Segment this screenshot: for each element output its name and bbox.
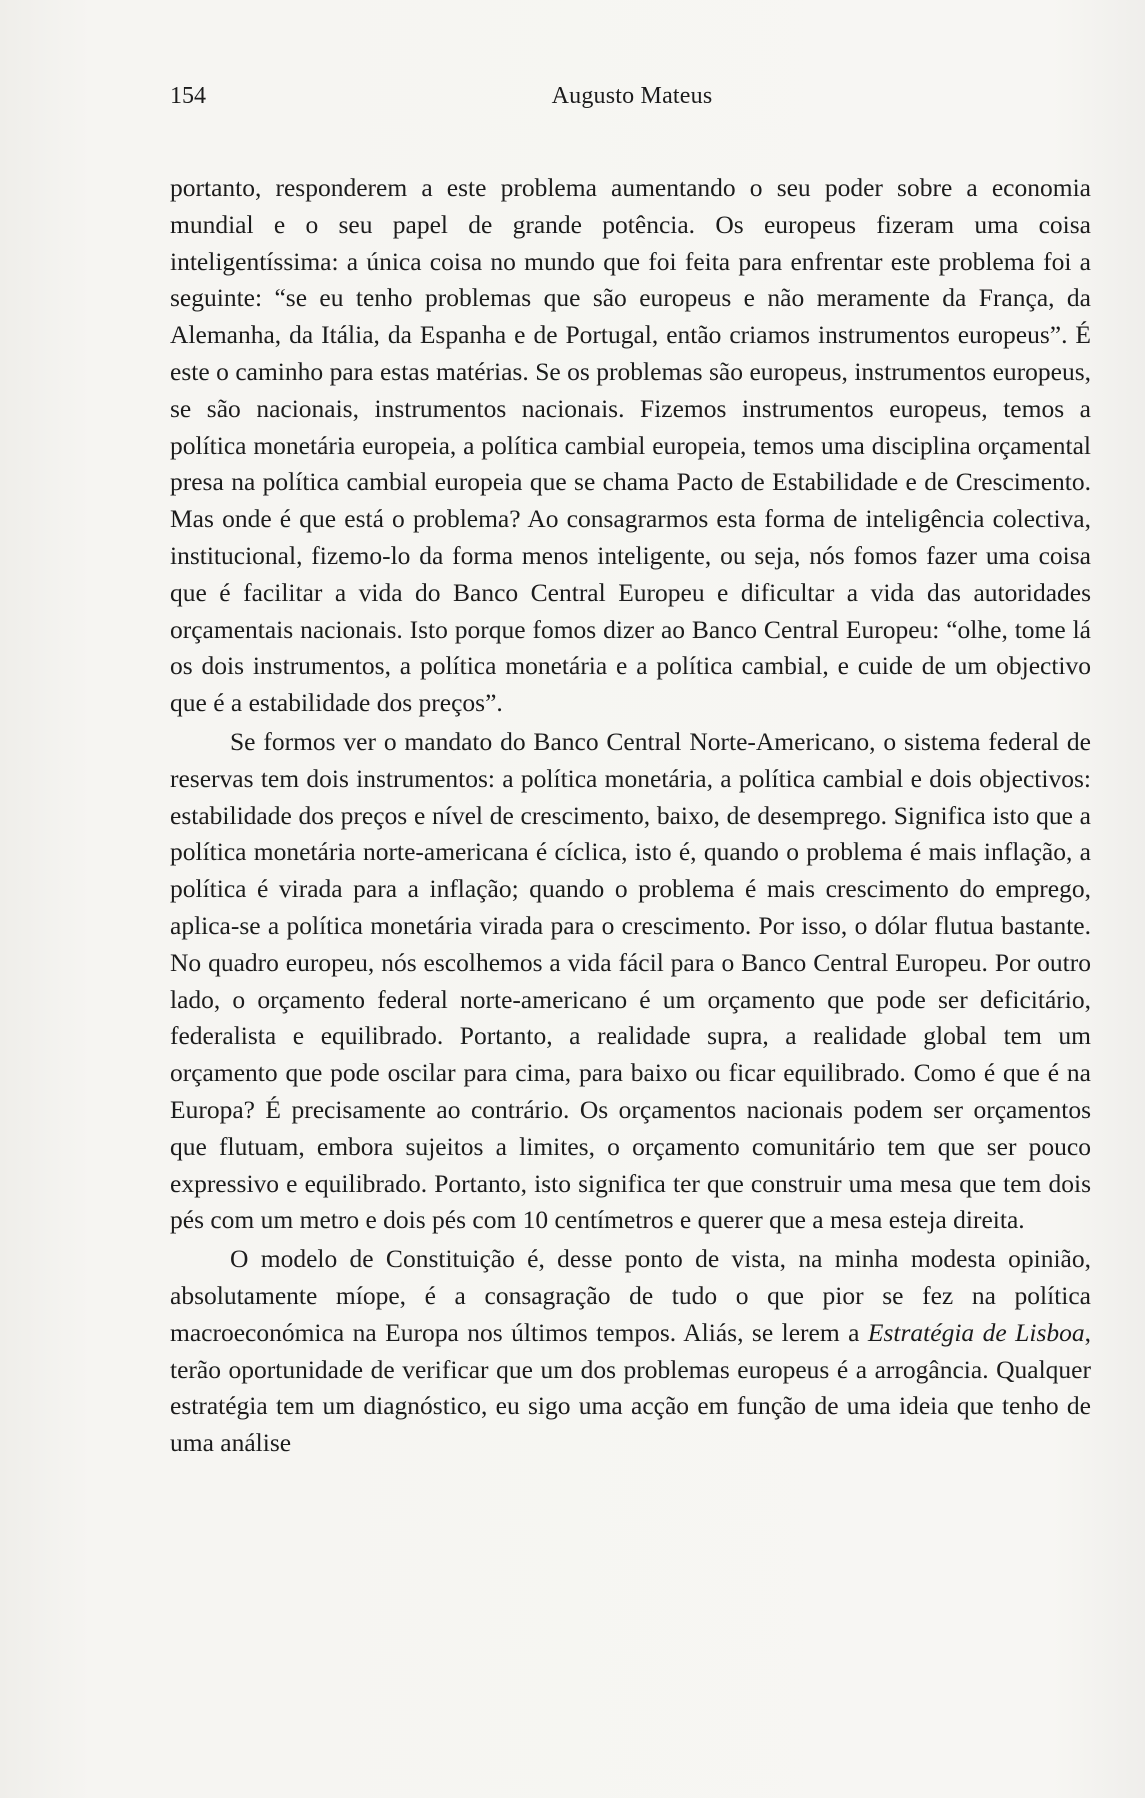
paragraph-2-text: Se formos ver o mandato do Banco Central Norte-Americano, o sistema federal de reservas tem dois instrumentos: a política monetária, a política cambial e dois objectivos: estabilidade dos preços e nível de crescimento, baixo, de desemprego. Significa isto que a política monetária norte-americana é cíclica, isto é, quando o problema é mais inflação, a política é virada para a inflação; quando o problema é mais crescimento do emprego, aplica-se a política monetária virada para o crescimento. Por isso, o dólar flutua bastante. No quadro europeu, nós escolhemos a vida fácil para o Banco Central Europeu. Por outro lado, o orçamento federal norte-americano é um orçamento que pode ser deficitário, federalista e equilibrado. Portanto, a realidade supra, a realidade global tem um orçamento que pode oscilar para cima, para baixo ou ficar equilibrado. Como é que é na Europa? É precisamente ao contrário. Os orçamentos nacionais podem ser orçamentos que flutuam, embora sujeitos a limites, o orçamento comunitário tem que ser pouco expressivo e equilibrado. Portanto, isto significa ter que construir uma mesa que tem dois pés com um metro e dois pés com 10 centímetros e querer que a mesa esteja direita. [170,726,1091,1235]
page-number: 154 [170,83,206,109]
paragraph-2 [170,724,1091,1239]
paragraph-3-text: O modelo de Constituição é, desse ponto de vista, na minha modesta opinião, absolutamente míope, é a consagração de tudo o que pior se fez na política macroeconómica na Europa nos últimos tempos. Aliás, se lerem a [170,1244,1091,1347]
page-header [170,78,1094,114]
paragraph-1-text: portanto, responderem a este problema aumentando o seu poder sobre a economia mundial e o seu papel de grande potência. Os europeus fizeram uma coisa inteligentíssima: a única coisa no mundo que foi feita para enfrentar este problema foi a seguinte: “se eu tenho problemas que são europeus e não meramente da França, da Alemanha, da Itália, da Espanha e de Portugal, então criamos instrumentos europeus”. É este o caminho para estas matérias. Se os problemas são europeus, instrumentos europeus, se são nacionais, instrumentos nacionais. Fizemos instrumentos europeus, temos a política monetária europeia, a política cambial europeia, temos uma disciplina orçamental presa na política cambial europeia que se chama Pacto de Estabilidade e de Crescimento. Mas onde é que está o problema? Ao consagrarmos esta forma de inteligência colectiva, institucional, fizemo-lo da forma menos inteligente, ou seja, nós fomos fazer uma coisa que é facilitar a vida do Banco Central Europeu e dificultar a vida das autoridades orçamentais nacionais. Isto porque fomos dizer ao Banco Central Europeu: “olhe, tome lá os dois instrumentos, a política monetária e a política cambial, e cuide de um objectivo que é a estabilidade dos preços”. [170,173,1091,718]
running-head-author: Augusto Mateus [551,83,713,109]
body-text [170,170,1091,1462]
paragraph-3-text-after: , terão oportunidade de verificar que um dos problemas europeus é a arrogância. Qualquer estratégia tem um diagnóstico, eu sigo uma acção em função de uma ideia que tenho de uma análise [170,1317,1091,1458]
paragraph-3 [170,1241,1091,1462]
book-title-estrategia-de-lisboa: Estratégia de Lisboa [867,1317,1085,1347]
paragraph-1 [170,170,1091,722]
